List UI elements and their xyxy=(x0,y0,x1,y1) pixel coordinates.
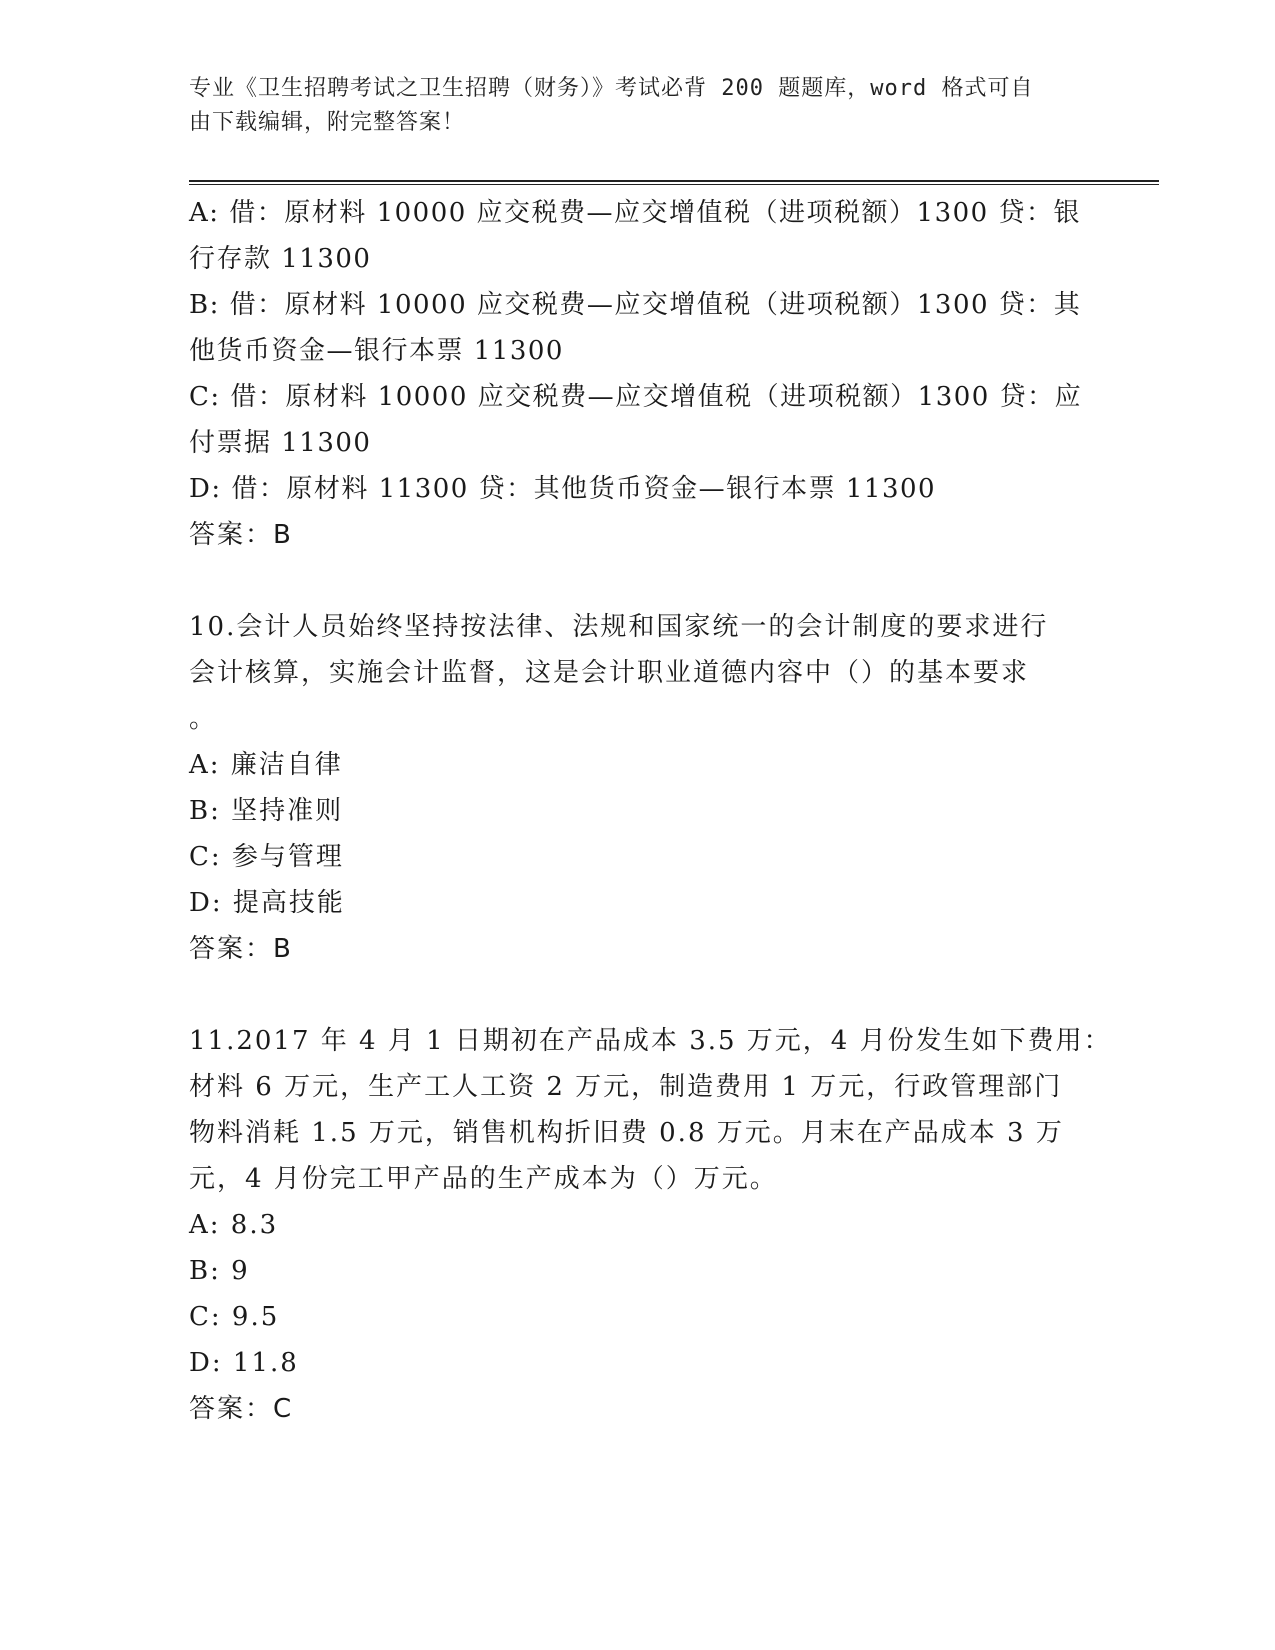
question-stem-line-3: 。 xyxy=(189,704,218,734)
question-stem-line-4: 元，4 月份完工甲产品的生产成本为（）万元。 xyxy=(189,1164,778,1194)
question-stem-line-2: 材料 6 万元，生产工人工资 2 万元，制造费用 1 万元，行政管理部门 xyxy=(189,1072,1063,1102)
question-stem-line-2: 会计核算，实施会计监督，这是会计职业道德内容中（）的基本要求 xyxy=(189,658,1030,688)
option-b-line-2: 他货币资金—银行本票 11300 xyxy=(189,336,564,366)
spacer xyxy=(189,558,1089,604)
option-b: B: 9 xyxy=(189,1256,250,1286)
option-b: B: 坚持准则 xyxy=(189,796,344,826)
answer: 答案：B xyxy=(189,520,293,550)
spacer xyxy=(189,972,1089,1018)
option-d: D: 借：原材料 11300 贷：其他货币资金—银行本票 11300 xyxy=(189,474,937,504)
question-content xyxy=(189,190,1112,1432)
option-c: C: 9.5 xyxy=(189,1302,280,1332)
question-9 xyxy=(189,190,1089,558)
option-c-line-1: C: 借：原材料 10000 应交税费—应交增值税（进项税额）1300 贷：应 xyxy=(189,382,1083,412)
question-11 xyxy=(189,1018,1112,1432)
option-a: A: 8.3 xyxy=(189,1210,279,1240)
question-stem-line-1: 10.会计人员始终坚持按法律、法规和国家统一的会计制度的要求进行 xyxy=(189,612,1049,642)
answer: 答案：C xyxy=(189,1394,294,1424)
option-a-line-2: 行存款 11300 xyxy=(189,244,372,274)
option-c-line-2: 付票据 11300 xyxy=(189,428,372,458)
header-divider xyxy=(189,180,1159,182)
option-a: A: 廉洁自律 xyxy=(189,750,343,780)
header-line-1: 专业《卫生招聘考试之卫生招聘（财务）》考试必背 200 题题库，word 格式可自 xyxy=(189,76,1034,101)
question-stem-line-3: 物料消耗 1.5 万元，销售机构折旧费 0.8 万元。月末在产品成本 3 万 xyxy=(189,1118,1064,1148)
answer: 答案：B xyxy=(189,934,293,964)
option-a-line-1: A: 借：原材料 10000 应交税费—应交增值税（进项税额）1300 贷：银 xyxy=(189,198,1081,228)
option-b-line-1: B: 借：原材料 10000 应交税费—应交增值税（进项税额）1300 贷：其 xyxy=(189,290,1082,320)
option-c: C: 参与管理 xyxy=(189,842,344,872)
document-header xyxy=(189,72,1069,140)
option-d: D: 11.8 xyxy=(189,1348,299,1378)
header-line-2: 由下载编辑，附完整答案！ xyxy=(189,110,466,135)
option-d: D: 提高技能 xyxy=(189,888,345,918)
header-divider-thin xyxy=(189,184,1159,185)
question-10 xyxy=(189,604,1089,972)
question-stem-line-1: 11.2017 年 4 月 1 日期初在产品成本 3.5 万元，4 月份发生如下费用： xyxy=(189,1026,1112,1056)
